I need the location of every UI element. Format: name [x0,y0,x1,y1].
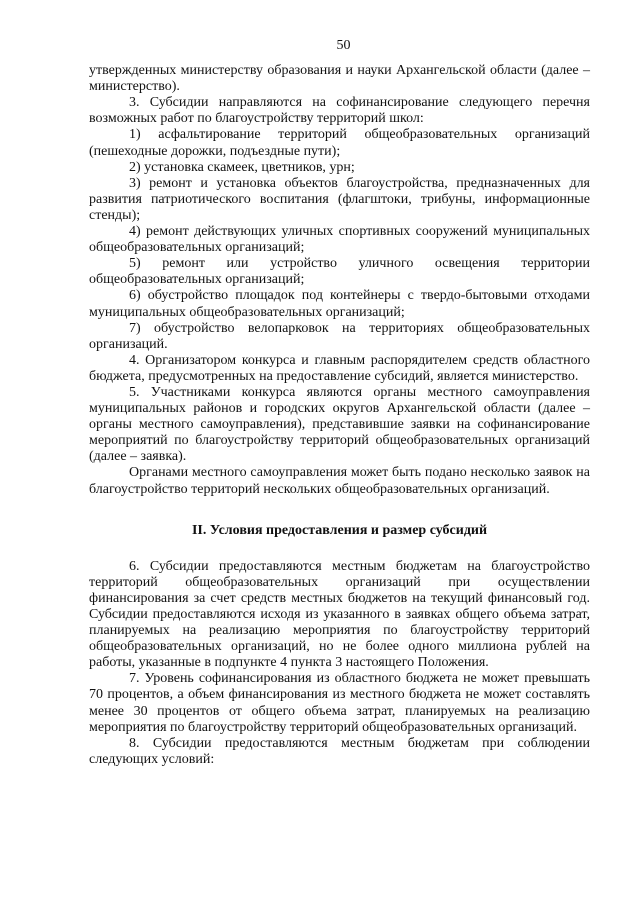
paragraph-top-0: утвержденных министерству образования и науки Архангельской области (далее – министерство). [89,63,590,95]
paragraph-bottom-2: 8. Субсидии предоставляются местным бюджетам при соблюдении следующих условий: [89,735,590,767]
section-title: II. Условия предоставления и размер субсидий [191,522,488,538]
paragraph-top-4: 3) ремонт и установка объектов благоустройства, предназначенных для развития патриотического воспитания (флагштоки, трибуны, информационные стенды); [89,175,590,223]
paragraph-top-3: 2) установка скамеек, цветников, урн; [129,159,355,175]
paragraph-top-6: 5) ремонт или устройство уличного освещения территории общеобразовательных организаций; [89,256,590,288]
paragraph-top-9: 4. Организатором конкурса и главным распорядителем средств областного бюджета, предусмотренных на предоставление субсидий, является министерство. [89,352,590,384]
page-number: 50 [336,38,351,53]
paragraph-bottom-0: 6. Субсидии предоставляются местным бюджетам на благоустройство территорий общеобразовательных организаций при осуществлении финансирования за счет средств местных бюджетов на текущий финансовый год. Субсидии предоставляются исходя из указанного в заявках общего объема затрат, планируемых на реализацию мероприятия по благоустройству территорий общеобразовательных организаций, но не более одного миллиона рублей на работы, указанные в подпункте 4 пункта 3 настоящего Положения. [89,558,590,671]
paragraph-top-1: 3. Субсидии направляются на софинансирование следующего перечня возможных работ по благоустройству территорий школ: [89,95,590,127]
paragraph-bottom-1: 7. Уровень софинансирования из областного бюджета не может превышать 70 процентов, а объем финансирования из местного бюджета не может составлять менее 30 процентов от общего объема затрат, планируемых на реализацию мероприятия по благоустройству территорий общеобразовательных организаций. [89,671,590,735]
paragraph-top-10: 5. Участниками конкурса являются органы местного самоуправления муниципальных районов и городских округов Архангельской области (далее – органы местного самоуправления), представившие заявки на софинансирование мероприятий по благоустройству территорий общеобразовательных организаций (далее – заявка). [89,384,590,465]
paragraph-top-8: 7) обустройство велопарковок на территориях общеобразовательных организаций. [89,320,590,352]
paragraph-top-2: 1) асфальтирование территорий общеобразовательных организаций (пешеходные дорожки, подъездные пути); [89,127,590,159]
paragraph-top-7: 6) обустройство площадок под контейнеры с твердо-бытовыми отходами муниципальных общеобразовательных организаций; [89,288,590,320]
paragraph-top-5: 4) ремонт действующих уличных спортивных сооружений муниципальных общеобразовательных организаций; [89,224,590,256]
paragraph-top-11: Органами местного самоуправления может быть подано несколько заявок на благоустройство территорий нескольких общеобразовательных организаций. [89,465,590,497]
